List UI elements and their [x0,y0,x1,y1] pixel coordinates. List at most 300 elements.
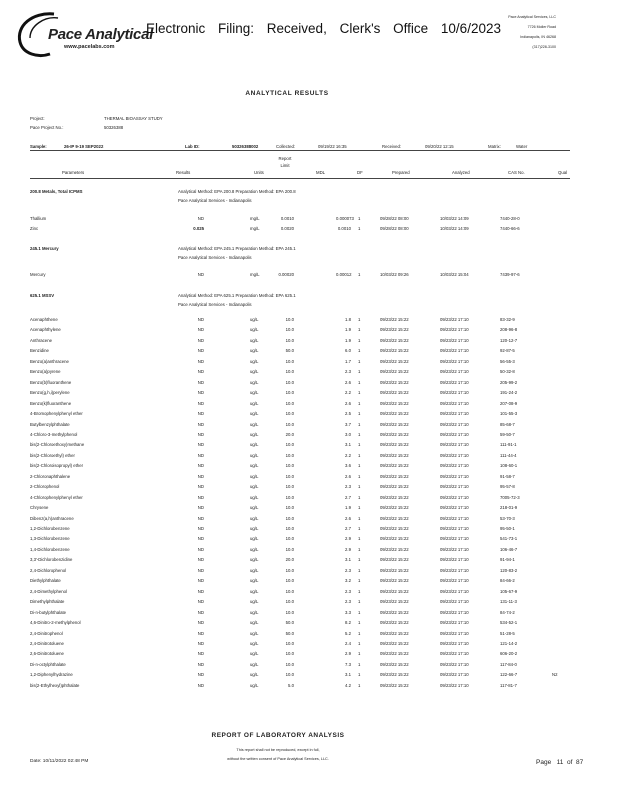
address-line-3: Indianapolis, IN 46268 [520,35,556,39]
cell-units: ug/L [250,390,259,396]
table-row [0,369,618,376]
cell-name: bis(2-Chloroethoxy)methane [30,442,85,448]
cell-prepared: 09/23/22 15:22 [380,327,409,333]
cell-result: ND [197,661,204,667]
cell-analyzed: 09/23/22 17:10 [440,411,469,417]
page-total: 87 [576,759,584,766]
cell-df: 1 [358,473,361,479]
cell-name: Thallium [30,216,47,221]
cell-df: 1 [358,578,361,584]
cell-prepared: 09/28/22 08:00 [380,216,409,221]
cell-limit: 5.0 [288,682,294,688]
section-mercury-name: 245.1 Mercury [30,246,59,251]
cell-analyzed: 09/23/22 17:10 [440,682,469,688]
lab-id-value: 50326388002 [232,144,259,149]
cell-name: 2,4-Dichlorophenol [30,567,67,573]
cell-analyzed: 09/23/22 17:10 [440,379,469,385]
cell-limit: 10.0 [285,421,294,427]
cell-result: 0.025 [193,225,204,231]
cell-prepared: 09/23/22 15:22 [380,317,409,322]
cell-limit: 10.0 [285,484,294,490]
cell-name: Di-n-octylphthalate [30,661,66,667]
cell-prepared: 09/23/22 15:22 [380,651,409,657]
cell-analyzed: 09/23/22 17:10 [440,651,469,657]
cell-mdl: 2.6 [345,515,351,521]
table-row [0,432,618,439]
cell-name: Acenaphthylene [30,327,61,333]
cell-units: ug/L [250,505,259,511]
cell-limit: 10.0 [285,337,294,343]
table-row [0,317,618,324]
cell-prepared: 09/23/22 15:22 [380,358,409,364]
cell-df: 1 [358,225,361,231]
cell-mdl: 2.7 [345,526,351,531]
cell-units: ug/L [250,494,259,500]
cell-units: ug/L [250,421,259,427]
project-value: THERMAL BIOASSAY STUDY [104,116,163,121]
table-row [0,568,618,575]
cell-df: 1 [358,452,361,458]
sample-value: 26-IP 9-19 SEP2022 [64,144,104,149]
cell-cas: 105-67-9 [500,588,518,594]
cell-analyzed: 09/23/22 17:10 [440,588,469,594]
table-row [0,557,618,564]
cell-limit: 20.0 [285,431,294,437]
cell-mdl: 1.8 [345,317,351,322]
collected-value: 09/19/22 16:35 [318,144,347,149]
page-label: Page [536,759,552,766]
table-row [0,620,618,627]
cell-name: Mercury [30,272,46,277]
cell-result: ND [197,536,204,542]
cell-mdl: 3.6 [345,463,351,469]
cell-analyzed: 09/23/22 17:10 [440,317,469,322]
cell-units: ug/L [250,442,259,448]
section-msv-name: 625.1 MSSV [30,293,55,298]
cell-mdl: 2.9 [345,536,351,542]
cell-result: ND [197,463,204,469]
footer-note-2: without the written consent of Pace Analytical Services, LLC. [227,757,329,761]
cell-prepared: 09/23/22 15:22 [380,337,409,343]
cell-prepared: 09/23/22 15:22 [380,599,409,605]
section-mercury-method: Analytical Method: EPA 245.1 Preparation Method: EPA 245.1 [178,246,296,251]
cell-result: ND [197,348,204,354]
section-msv-lab: Pace Analytical Services - Indianapolis [178,302,252,307]
cell-mdl: 2.3 [345,567,351,573]
cell-mdl: 2.6 [345,473,351,479]
cell-mdl: 3.2 [345,578,351,584]
cell-prepared: 09/23/22 15:22 [380,400,409,406]
cell-limit: 10.0 [285,473,294,479]
cell-limit: 10.0 [285,526,294,531]
table-row [0,516,618,523]
cell-prepared: 09/28/22 08:00 [380,225,409,231]
cell-df: 1 [358,661,361,667]
cell-limit: 10.0 [285,400,294,406]
cell-prepared: 09/23/22 15:22 [380,661,409,667]
cell-prepared: 09/23/22 15:22 [380,452,409,458]
cell-units: ug/L [250,682,259,688]
cell-limit: 10.0 [285,505,294,511]
cell-df: 1 [358,337,361,343]
table-row [0,495,618,502]
cell-mdl: 2.3 [345,599,351,605]
cell-result: ND [197,411,204,417]
electronic-filing-stamp: Electronic Filing: Received, Clerk's Office 10/6/2023 [146,21,501,36]
sample-label: Sample: [30,144,47,149]
col-report-limit-1: Report [278,156,292,161]
table-row [0,526,618,533]
table-row [0,216,618,223]
table-row [0,536,618,543]
cell-prepared: 09/23/22 15:22 [380,672,409,678]
cell-limit: 10.0 [285,640,294,646]
cell-units: ug/L [250,640,259,646]
matrix-label: Matrix: [488,144,501,149]
cell-mdl: 3.1 [345,557,351,563]
cell-result: ND [197,620,204,626]
cell-analyzed: 10/03/22 15:04 [440,272,469,277]
cell-limit: 10.0 [285,390,294,396]
cell-prepared: 09/23/22 15:22 [380,369,409,375]
cell-analyzed: 09/23/22 17:10 [440,484,469,490]
cell-analyzed: 09/23/22 17:10 [440,661,469,667]
table-row [0,547,618,554]
cell-name: 2,4-Dinitrophenol [30,630,63,636]
cell-mdl: 2.2 [345,390,351,396]
cell-prepared: 09/23/22 15:22 [380,567,409,573]
cell-limit: 0.00020 [278,272,294,277]
cell-analyzed: 09/23/22 17:10 [440,578,469,584]
cell-cas: 191-24-2 [500,390,518,396]
cell-mdl: 5.2 [345,630,351,636]
cell-analyzed: 09/23/22 17:10 [440,348,469,354]
cell-limit: 10.0 [285,609,294,615]
section-metals-name: 200.8 Metals, Total ICPMS [30,189,83,194]
cell-analyzed: 10/03/22 14:09 [440,225,469,231]
cell-result: ND [197,557,204,563]
cell-name: Benzo(b)fluoranthene [30,379,72,385]
cell-mdl: 1.9 [345,505,351,511]
cell-df: 1 [358,526,361,531]
cell-cas: 95-50-1 [500,526,515,531]
cell-df: 1 [358,348,361,354]
cell-mdl: 2.7 [345,494,351,500]
table-row [0,226,618,233]
footer-note-1: This report shall not be reproduced, except in full, [236,748,320,752]
cell-cas: 59-50-7 [500,431,515,437]
cell-cas: 208-96-8 [500,327,518,333]
cell-result: ND [197,452,204,458]
cell-name: 1,4-Dichlorobenzene [30,546,70,552]
cell-cas: 50-32-8 [500,369,515,375]
cell-prepared: 10/03/22 09:26 [380,272,409,277]
collected-label: Collected: [276,144,296,149]
cell-analyzed: 09/23/22 17:10 [440,327,469,333]
cell-df: 1 [358,536,361,542]
cell-prepared: 09/23/22 15:22 [380,682,409,688]
cell-cas: 92-87-5 [500,348,515,354]
cell-mdl: 3.0 [345,431,351,437]
cell-cas: 534-52-1 [500,620,518,626]
cell-prepared: 09/23/22 15:22 [380,630,409,636]
cell-name: 3,3'-Dichlorobenzidine [30,557,73,563]
cell-mdl: 4.2 [345,682,351,688]
col-mdl: MDL [316,170,326,175]
cell-cas: 7005-72-3 [500,494,520,500]
cell-name: bis(2-Chloroethyl) ether [30,452,75,458]
cell-limit: 0.0010 [280,216,294,221]
table-row [0,683,618,690]
cell-mdl: 3.3 [345,609,351,615]
cell-prepared: 09/23/22 15:22 [380,515,409,521]
cell-analyzed: 09/23/22 17:10 [440,431,469,437]
cell-units: ug/L [250,379,259,385]
cell-df: 1 [358,272,361,277]
sample-divider [30,150,570,151]
cell-prepared: 09/23/22 15:22 [380,473,409,479]
cell-df: 1 [358,390,361,396]
cell-cas: 111-44-4 [500,452,517,458]
cell-name: 2,4-Dinitrotoluene [30,640,64,646]
cell-prepared: 09/23/22 15:22 [380,390,409,396]
cell-cas: 101-55-3 [500,411,518,417]
cell-name: 4-Bromophenylphenyl ether [30,411,83,417]
cell-units: ug/L [250,484,259,490]
table-row [0,599,618,606]
received-value: 09/20/22 12:15 [425,144,454,149]
cell-cas: 91-94-1 [500,557,515,563]
section-metals-method: Analytical Method: EPA 200.8 Preparation Method: EPA 200.8 [178,189,296,194]
cell-name: Benzidine [30,348,49,354]
cell-df: 1 [358,505,361,511]
table-row [0,631,618,638]
cell-df: 1 [358,369,361,375]
cell-cas: 218-01-9 [500,505,518,511]
table-row [0,463,618,470]
cell-analyzed: 09/23/22 17:10 [440,358,469,364]
col-report-limit-2: Limit [280,163,290,168]
cell-name: Zinc [30,225,39,231]
cell-df: 1 [358,379,361,385]
cell-units: ug/L [250,546,259,552]
table-row [0,672,618,679]
cell-prepared: 09/23/22 15:22 [380,494,409,500]
col-results: Results [176,170,191,175]
address-line-4: (317)228-3100 [532,45,556,49]
cell-prepared: 09/23/22 15:22 [380,421,409,427]
cell-limit: 10.0 [285,317,294,322]
cell-units: ug/L [250,588,259,594]
table-row [0,390,618,397]
cell-limit: 10.0 [285,546,294,552]
table-row [0,651,618,658]
table-row [0,411,618,418]
cell-analyzed: 10/03/22 14:09 [440,216,469,221]
cell-result: ND [197,272,204,277]
cell-prepared: 09/23/22 15:22 [380,484,409,490]
cell-prepared: 09/23/22 15:22 [380,442,409,448]
cell-result: ND [197,578,204,584]
cell-mdl: 1.9 [345,337,351,343]
cell-prepared: 09/23/22 15:22 [380,620,409,626]
table-row [0,641,618,648]
cell-name: Benzo(a)anthracene [30,358,69,364]
cell-cas: 117-81-7 [500,682,517,688]
col-prepared: Prepared [392,170,410,175]
cell-result: ND [197,390,204,396]
cell-cas: 91-58-7 [500,473,515,479]
cell-analyzed: 09/23/22 17:10 [440,505,469,511]
cell-analyzed: 09/23/22 17:10 [440,567,469,573]
cell-df: 1 [358,216,361,221]
cell-result: ND [197,421,204,427]
section-metals-lab: Pace Analytical Services - Indianapolis [178,198,252,203]
cell-result: ND [197,546,204,552]
cell-result: ND [197,651,204,657]
cell-result: ND [197,682,204,688]
cell-cas: 85-68-7 [500,421,515,427]
cell-analyzed: 09/23/22 17:10 [440,473,469,479]
cell-cas: 207-08-9 [500,400,518,406]
cell-analyzed: 09/23/22 17:10 [440,337,469,343]
cell-analyzed: 09/23/22 17:10 [440,536,469,542]
cell-units: ug/L [250,431,259,437]
cell-units: ug/L [250,567,259,573]
cell-units: ug/L [250,473,259,479]
cell-name: 1,2-Diphenylhydrazine [30,672,73,678]
cell-limit: 10.0 [285,578,294,584]
cell-limit: 50.0 [285,630,294,636]
cell-limit: 10.0 [285,463,294,469]
cell-name: 4-Chloro-3-methylphenol [30,431,78,437]
cell-prepared: 09/23/22 15:22 [380,609,409,615]
cell-result: ND [197,484,204,490]
cell-units: mg/L [250,272,260,277]
cell-cas: 111-91-1 [500,442,517,448]
cell-prepared: 09/23/22 15:22 [380,463,409,469]
header-divider [30,178,570,179]
cell-units: ug/L [250,463,259,469]
cell-result: ND [197,599,204,605]
cell-name: Dibenz(a,h)anthracene [30,515,74,521]
cell-units: ug/L [250,620,259,626]
col-units: Units [254,170,264,175]
cell-result: ND [197,317,204,322]
cell-df: 1 [358,630,361,636]
cell-units: ug/L [250,452,259,458]
table-row [0,338,618,345]
lab-id-label: Lab ID: [185,144,200,149]
cell-name: Butylbenzylphthalate [30,421,70,427]
cell-units: ug/L [250,526,259,531]
cell-df: 1 [358,557,361,563]
table-row [0,484,618,491]
cell-df: 1 [358,620,361,626]
cell-result: ND [197,473,204,479]
cell-analyzed: 09/23/22 17:10 [440,452,469,458]
cell-cas: 106-46-7 [500,546,518,552]
cell-analyzed: 09/23/22 17:10 [440,599,469,605]
cell-mdl: 2.9 [345,546,351,552]
cell-prepared: 09/23/22 15:22 [380,348,409,354]
cell-df: 1 [358,640,361,646]
table-row [0,401,618,408]
cell-limit: 10.0 [285,536,294,542]
cell-prepared: 09/23/22 15:22 [380,578,409,584]
cell-limit: 50.0 [285,620,294,626]
cell-df: 1 [358,358,361,364]
cell-limit: 10.0 [285,411,294,417]
table-row [0,589,618,596]
cell-mdl: 1.9 [345,327,351,333]
col-analyzed: Analyzed [452,170,470,175]
cell-name: 4-Chlorophenylphenyl ether [30,494,83,500]
cell-result: ND [197,640,204,646]
cell-limit: 10.0 [285,494,294,500]
table-row [0,272,618,279]
cell-result: ND [197,567,204,573]
table-row [0,359,618,366]
cell-result: ND [197,327,204,333]
cell-analyzed: 09/23/22 17:10 [440,494,469,500]
cell-result: ND [197,400,204,406]
cell-analyzed: 09/23/22 17:10 [440,515,469,521]
cell-result: ND [197,630,204,636]
cell-analyzed: 09/23/22 17:10 [440,609,469,615]
cell-units: ug/L [250,317,259,322]
cell-analyzed: 09/23/22 17:10 [440,526,469,531]
cell-limit: 0.0020 [280,225,294,231]
cell-cas: 120-12-7 [500,337,518,343]
cell-df: 1 [358,484,361,490]
col-parameters: Parameters [62,170,85,175]
cell-prepared: 09/23/22 15:22 [380,536,409,542]
cell-df: 1 [358,317,361,322]
cell-name: 2-Chloronaphthalene [30,473,71,479]
cell-analyzed: 09/23/22 17:10 [440,400,469,406]
cell-qual: N2 [552,672,558,678]
cell-limit: 10.0 [285,442,294,448]
cell-cas: 120-83-2 [500,567,518,573]
cell-df: 1 [358,682,361,688]
cell-df: 1 [358,431,361,437]
cell-df: 1 [358,463,361,469]
cell-name: 4,6-Dinitro-2-methylphenol [30,620,81,626]
cell-name: Di-n-butylphthalate [30,609,67,615]
section-mercury-lab: Pace Analytical Services - Indianapolis [178,255,252,260]
table-row [0,422,618,429]
cell-prepared: 09/23/22 15:22 [380,557,409,563]
cell-mdl: 8.2 [345,620,351,626]
cell-df: 1 [358,651,361,657]
cell-cas: 95-57-8 [500,484,515,490]
cell-analyzed: 09/23/22 17:10 [440,463,469,469]
cell-name: Diethylphthalate [30,578,61,584]
cell-result: ND [197,494,204,500]
cell-analyzed: 09/23/22 17:10 [440,421,469,427]
cell-df: 1 [358,588,361,594]
cell-analyzed: 09/23/22 17:10 [440,557,469,563]
section-msv-method: Analytical Method: EPA 625.1 Preparation Method: EPA 625.1 [178,293,296,298]
cell-prepared: 09/23/22 15:22 [380,546,409,552]
table-row [0,453,618,460]
cell-df: 1 [358,411,361,417]
cell-cas: 53-70-3 [500,515,515,521]
cell-limit: 10.0 [285,651,294,657]
table-row [0,327,618,334]
cell-limit: 10.0 [285,567,294,573]
